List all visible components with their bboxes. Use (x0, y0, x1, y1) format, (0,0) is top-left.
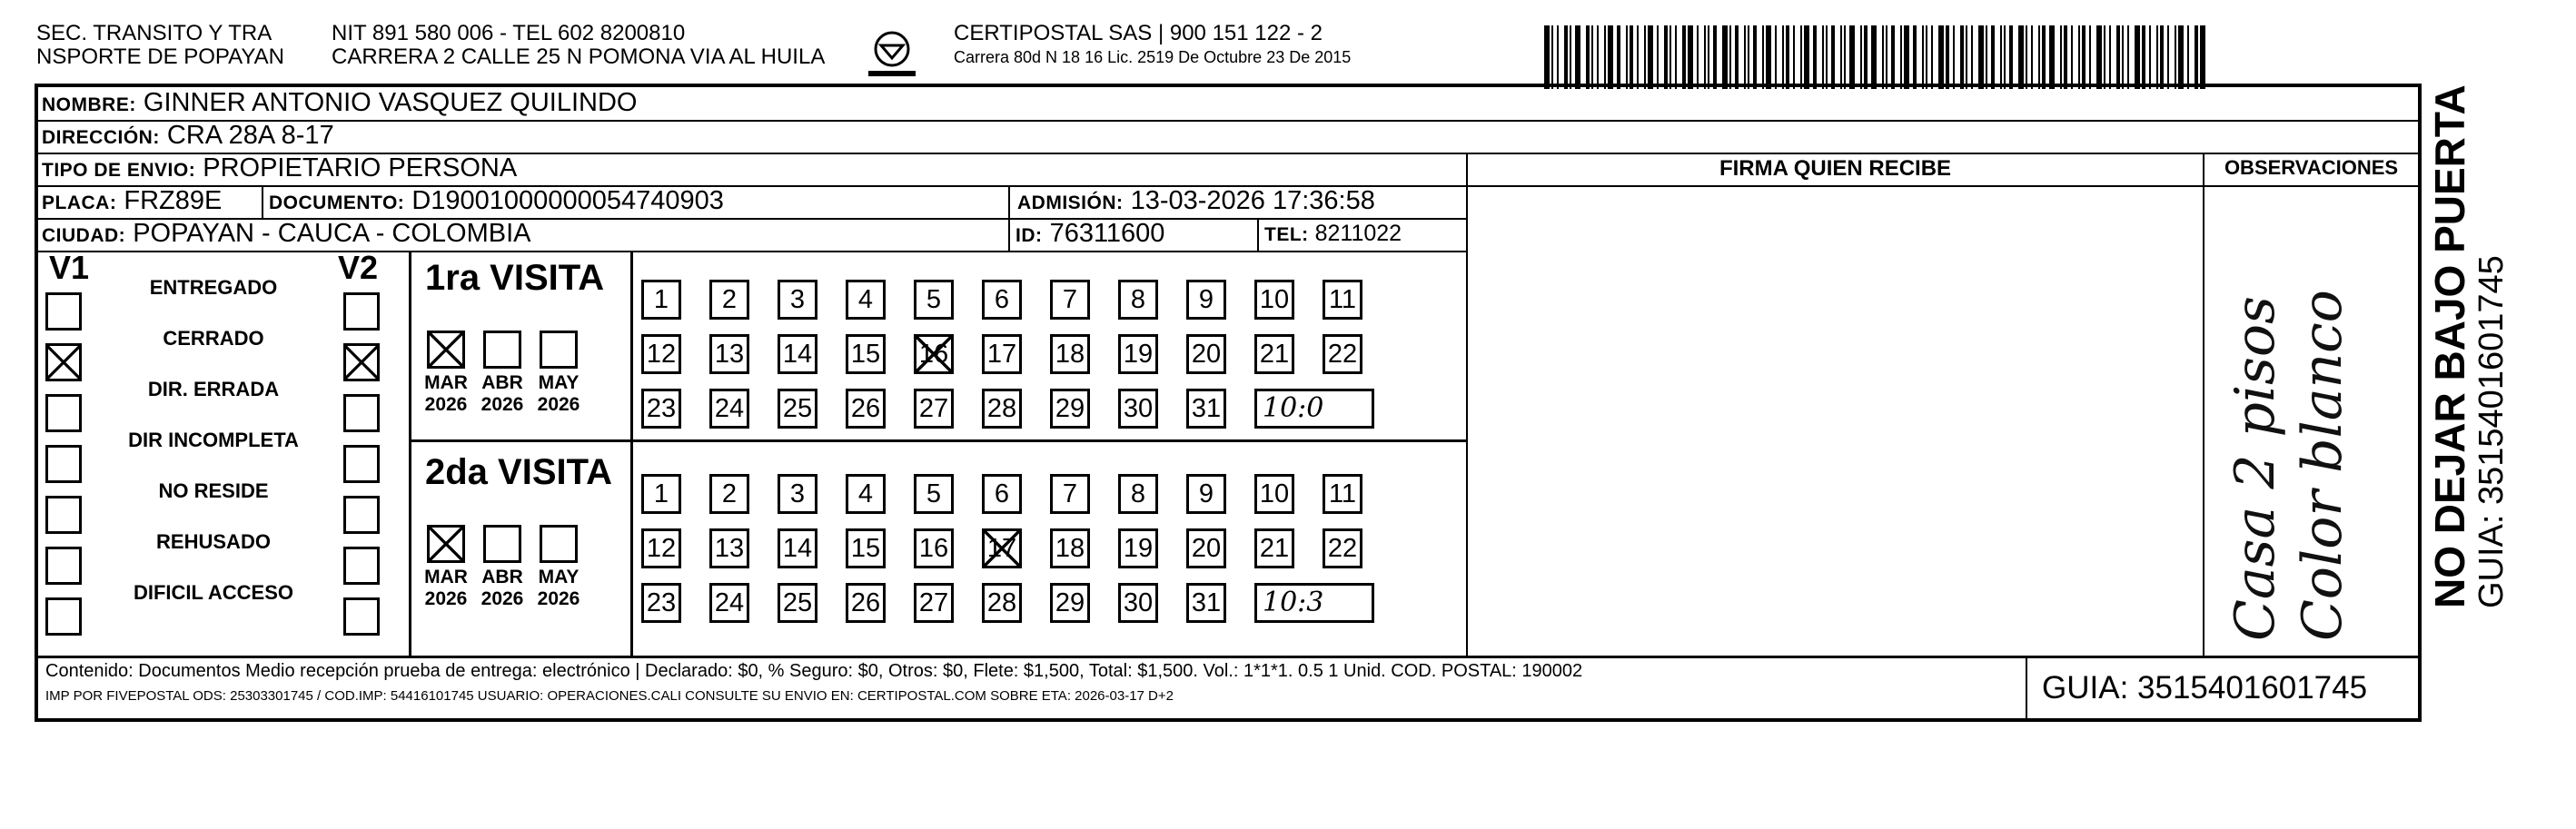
barcode-bar (2135, 25, 2140, 89)
id-value: 76311600 (1049, 219, 1165, 248)
month-name: MAY (538, 567, 580, 587)
tipo-envio-value: PROPIETARIO PERSONA (203, 153, 518, 183)
id-cell (1016, 218, 1164, 252)
month-year: 2026 (424, 394, 468, 415)
visit-2-day-28: 28 (982, 583, 1022, 623)
admision-value: 13-03-2026 17:36:58 (1130, 186, 1375, 215)
barcode-bar (1762, 25, 1764, 89)
v1-checkbox-2 (45, 343, 82, 381)
visit-1-day-29: 29 (1050, 389, 1090, 429)
barcode-bar (1551, 25, 1553, 89)
barcode-bar (2187, 25, 2189, 89)
visit-2-day-6: 6 (982, 474, 1022, 514)
barcode-bar (2142, 25, 2145, 89)
month-year: 2026 (424, 588, 468, 609)
barcode-bar (2000, 25, 2002, 89)
side-label (2427, 84, 2511, 608)
visit-2-day-15: 15 (846, 528, 886, 568)
tel-label: TEL: (1264, 224, 1309, 245)
visit-2-day-2: 2 (709, 474, 749, 514)
barcode-bar (1946, 25, 1949, 89)
visit-1-day-14: 14 (778, 334, 817, 374)
firma-column-title: FIRMA QUIEN RECIBE (1719, 156, 1952, 181)
visit-1-day-8: 8 (1118, 280, 1158, 320)
barcode-bar (2127, 25, 2129, 89)
barcode-bar (1793, 25, 1795, 89)
month-year: 2026 (537, 588, 580, 609)
v2-checkbox-1 (343, 292, 380, 331)
visit-1-day-25: 25 (778, 389, 817, 429)
visit-2-day-5: 5 (914, 474, 954, 514)
barcode-bar (1860, 25, 1862, 89)
barcode-bar (2089, 25, 2091, 89)
guia-number: GUIA: 3515401601745 (2042, 670, 2368, 706)
visit-1-day-27: 27 (914, 389, 954, 429)
visit-2-time-box: 10:3 (1254, 583, 1374, 623)
visit-1-day-5: 5 (914, 280, 954, 320)
barcode-bar (1978, 25, 1984, 89)
v2-checkbox-4 (343, 445, 380, 483)
sender-line-2: NSPORTE DE POPAYAN (36, 44, 284, 69)
barcode-bar (1831, 25, 1835, 89)
visit-1-day-18: 18 (1050, 334, 1090, 374)
status-option-label: NO RESIDE (158, 479, 269, 502)
visit-1-day-31: 31 (1186, 389, 1226, 429)
visit-2-day-12: 12 (641, 528, 681, 568)
barcode-bar (1971, 25, 1973, 89)
barcode-bar (1891, 25, 1895, 89)
barcode-bar (2195, 25, 2198, 89)
barcode-bar (1766, 25, 1771, 89)
no-dejar-bajo-puerta: NO DEJAR BAJO PUERTA (2426, 84, 2473, 608)
footer-contenido: Contenido: Documentos Medio recepción prueba de entrega: electrónico | Declarado: $0, % Seguro: $0, Otros: $0, Flete: $1,500, Total: $1,500. Vol.: 1*1*1. 0.5 1 Unid. COD. POSTAL: 190002 (45, 661, 1583, 681)
v1-checkbox-1 (45, 292, 82, 331)
barcode-bar (2060, 25, 2062, 89)
month-name: ABR (481, 567, 523, 587)
nombre-value: GINNER ANTONIO VASQUEZ QUILINDO (143, 88, 638, 117)
visit-2-day-26: 26 (846, 583, 886, 623)
documento-label: DOCUMENTO: (269, 192, 405, 213)
barcode-bar (2042, 25, 2046, 89)
month-name: MAY (538, 372, 580, 393)
visit-2-day-23: 23 (641, 583, 681, 623)
barcode-bar (2064, 25, 2067, 89)
tel-cell (1264, 218, 1402, 251)
barcode-bar (1931, 25, 1933, 89)
barcode-bar (1826, 25, 1828, 89)
barcode-bar (1744, 25, 1746, 89)
placa-cell (42, 185, 222, 219)
barcode-bar (1713, 25, 1717, 89)
barcode-bar (1630, 25, 1633, 89)
visit-1-day-26: 26 (846, 389, 886, 429)
status-option-label: DIFICIL ACCESO (133, 581, 293, 604)
month-year: 2026 (481, 588, 524, 609)
barcode-bar (1570, 25, 1571, 89)
barcode-bar (1722, 25, 1728, 89)
v2-checkbox-3 (343, 394, 380, 432)
direccion-row (42, 120, 334, 153)
barcode-bar (1575, 25, 1580, 89)
status-option-label: REHUSADO (156, 530, 271, 553)
month-name: ABR (481, 372, 523, 393)
visit-2-month-box-3 (540, 525, 578, 563)
visit-1-day-28: 28 (982, 389, 1022, 429)
visit-1-day-20: 20 (1186, 334, 1226, 374)
visit-2-day-30: 30 (1118, 583, 1158, 623)
v1-checkbox-3 (45, 394, 82, 432)
barcode-bar (1991, 25, 1995, 89)
visit-2-day-31: 31 (1186, 583, 1226, 623)
barcode-bar (2078, 25, 2080, 89)
barcode-bar (1871, 25, 1877, 89)
barcode-bar (1900, 25, 1902, 89)
month-year: 2026 (537, 394, 580, 415)
visit-1-month-label (531, 372, 586, 416)
contact-line-2: CARRERA 2 CALLE 25 N POMONA VIA AL HUILA (332, 44, 826, 69)
barcode-bar (1704, 25, 1706, 89)
barcode-bar (2071, 25, 2073, 89)
header (36, 16, 2561, 80)
documento-value: D19001000000054740903 (411, 186, 724, 215)
ciudad-value: POPAYAN - CAUCA - COLOMBIA (133, 219, 531, 248)
visit-2-day-25: 25 (778, 583, 817, 623)
visit-2-day-10: 10 (1254, 474, 1294, 514)
barcode-bar (1748, 25, 1749, 89)
barcode-bar (2018, 25, 2024, 89)
visit-1-day-16: 16 (914, 334, 954, 374)
visit-2-day-1: 1 (641, 474, 681, 514)
ciudad-cell (42, 218, 531, 252)
barcode-bar (1938, 25, 1944, 89)
barcode-bar (1644, 25, 1646, 89)
direccion-label: DIRECCIÓN: (42, 127, 160, 148)
visit-2-month-label (531, 567, 586, 610)
barcode-bar (2031, 25, 2033, 89)
barcode-bar (1626, 25, 1628, 89)
observacion-handwriting-2: Color blanco (2291, 290, 2354, 641)
barcode-bar (1804, 25, 1809, 89)
placa-value: FRZ89E (124, 186, 223, 215)
visit-1-month-label (419, 372, 473, 416)
barcode-bar (2122, 25, 2124, 89)
v1-checkbox-7 (45, 597, 82, 636)
v1-checkbox-6 (45, 547, 82, 585)
barcode-bar (1608, 25, 1613, 89)
documento-cell (269, 185, 724, 219)
month-name: MAR (424, 372, 468, 393)
carrier-line-2: Carrera 80d N 18 16 Lic. 2519 De Octubre 23 De 2015 (954, 48, 1352, 66)
barcode-bar (1966, 25, 1967, 89)
barcode-bar (1922, 25, 1924, 89)
month-name: MAR (424, 567, 468, 587)
visit-1-month-label (475, 372, 530, 416)
barcode-bar (1648, 25, 1653, 89)
barcode-bar (2149, 25, 2151, 89)
barcode-bar (2038, 25, 2040, 89)
barcode-bar (1708, 25, 1709, 89)
barcode-bar (2009, 25, 2013, 89)
v2-checkbox-7 (343, 597, 380, 636)
barcode-bar (2109, 25, 2111, 89)
observacion-handwriting-1: Casa 2 pisos (2224, 296, 2287, 641)
status-option-label: ENTREGADO (149, 276, 278, 299)
barcode-bar (1775, 25, 1777, 89)
x-mark-icon (426, 524, 466, 564)
visit-1-day-24: 24 (709, 389, 749, 429)
visit-2-day-22: 22 (1323, 528, 1362, 568)
x-mark-icon (45, 342, 83, 382)
barcode-bar (1882, 25, 1884, 89)
barcode-bar (1591, 25, 1593, 89)
visit-1-title: 1ra VISITA (425, 258, 605, 298)
barcode-bar (1849, 25, 1855, 89)
visit-2-day-17: 17 (982, 528, 1022, 568)
visit-2-day-13: 13 (709, 528, 749, 568)
x-mark-icon (426, 330, 466, 370)
side-guia: GUIA: 3515401601745 (2472, 255, 2511, 608)
status-option-label: CERRADO (163, 327, 264, 350)
barcode-bar (1557, 25, 1559, 89)
v2-checkbox-5 (343, 496, 380, 534)
visit-1-month-box-3 (540, 331, 578, 369)
v2-header: V2 (338, 249, 379, 286)
barcode-bar (1926, 25, 1927, 89)
barcode-bar (1844, 25, 1846, 89)
barcode-bar (1688, 25, 1693, 89)
visit-2-day-21: 21 (1254, 528, 1294, 568)
status-option-label: DIR. ERRADA (147, 378, 280, 400)
visit-1-day-3: 3 (778, 280, 817, 320)
barcode-bar (2104, 25, 2105, 89)
barcode-bar (2116, 25, 2120, 89)
visit-1-day-22: 22 (1323, 334, 1362, 374)
visit-2-day-14: 14 (778, 528, 817, 568)
barcode-bar (1904, 25, 1909, 89)
visit-2-day-20: 20 (1186, 528, 1226, 568)
v1-header: V1 (49, 249, 90, 286)
barcode (1544, 25, 2216, 89)
x-mark-icon (981, 528, 1023, 569)
barcode-bar (1637, 25, 1639, 89)
barcode-bar (2049, 25, 2055, 89)
barcode-bar (1822, 25, 1824, 89)
barcode-bar (1657, 25, 1659, 89)
barcode-bar (2096, 25, 2102, 89)
visit-1-day-6: 6 (982, 280, 1022, 320)
admision-label: ADMISIÓN: (1017, 192, 1124, 213)
barcode-bar (1953, 25, 1955, 89)
visit-2-day-18: 18 (1050, 528, 1090, 568)
barcode-bar (2026, 25, 2027, 89)
delivery-form (35, 84, 2422, 722)
visit-2-day-4: 4 (846, 474, 886, 514)
visit-2-day-27: 27 (914, 583, 954, 623)
v2-checkbox-2 (343, 343, 380, 381)
barcode-bar (1782, 25, 1784, 89)
barcode-bar (2175, 25, 2176, 89)
v1-checkbox-5 (45, 496, 82, 534)
nombre-row (42, 87, 637, 121)
visit-1-day-21: 21 (1254, 334, 1294, 374)
visit-1-day-13: 13 (709, 334, 749, 374)
visit-2-day-8: 8 (1118, 474, 1158, 514)
tipo-envio-label: TIPO DE ENVIO: (42, 160, 196, 181)
visit-2-month-label (475, 567, 530, 610)
barcode-bar (1840, 25, 1842, 89)
visit-1-day-17: 17 (982, 334, 1022, 374)
status-option-label: DIR INCOMPLETA (128, 429, 299, 451)
x-mark-icon (913, 333, 955, 375)
visit-1-day-23: 23 (641, 389, 681, 429)
sender-block (36, 22, 284, 69)
visit-1-time-box: 10:0 (1254, 389, 1374, 429)
visit-1-day-12: 12 (641, 334, 681, 374)
barcode-bar (1886, 25, 1887, 89)
visit-2-day-19: 19 (1118, 528, 1158, 568)
direccion-value: CRA 28A 8-17 (166, 121, 334, 150)
x-mark-icon (342, 342, 381, 382)
visit-2-day-29: 29 (1050, 583, 1090, 623)
barcode-bar (1864, 25, 1868, 89)
carrier-block (954, 22, 1351, 69)
admision-cell (1017, 185, 1375, 219)
barcode-bar (2178, 25, 2184, 89)
visit-1-day-15: 15 (846, 334, 886, 374)
id-label: ID: (1016, 225, 1043, 246)
visit-2-day-7: 7 (1050, 474, 1090, 514)
barcode-bar (1664, 25, 1668, 89)
month-year: 2026 (481, 394, 524, 415)
barcode-bar (1669, 25, 1671, 89)
tel-value: 8211022 (1314, 221, 1402, 246)
sender-line-1: SEC. TRANSITO Y TRA (36, 21, 272, 45)
v2-checkbox-6 (343, 547, 380, 585)
nombre-label: NOMBRE: (42, 94, 136, 115)
barcode-bar (1586, 25, 1590, 89)
ciudad-label: CIUDAD: (42, 225, 126, 246)
visit-2-month-label (419, 567, 473, 610)
visit-1-day-11: 11 (1323, 280, 1362, 320)
visit-2-day-16: 16 (914, 528, 954, 568)
barcode-bar (1735, 25, 1739, 89)
barcode-bar (2004, 25, 2006, 89)
visit-2-month-box-1 (427, 525, 465, 563)
footer-imp: IMP POR FIVEPOSTAL ODS: 25303301745 / COD.IMP: 54416101745 USUARIO: OPERACIONES.CALI CONSULTE SU ENVIO EN: CERTIPOSTAL.COM SOBRE ETA: 2026-03-17 D+2 (45, 688, 1174, 704)
visit-2-title: 2da VISITA (425, 452, 612, 492)
visit-1-day-2: 2 (709, 280, 749, 320)
contact-line-1: NIT 891 580 006 - TEL 602 8200810 (332, 21, 686, 45)
visit-1-day-10: 10 (1254, 280, 1294, 320)
barcode-bar (1729, 25, 1731, 89)
barcode-bar (1604, 25, 1606, 89)
barcode-bar (1786, 25, 1789, 89)
barcode-bar (1675, 25, 1677, 89)
barcode-bar (2082, 25, 2086, 89)
visit-1-day-30: 30 (1118, 389, 1158, 429)
barcode-bar (1960, 25, 1964, 89)
barcode-bar (1682, 25, 1686, 89)
observaciones-column-title: OBSERVACIONES (2224, 156, 2399, 179)
barcode-bar (1986, 25, 1987, 89)
barcode-bar (2156, 25, 2158, 89)
visit-2-day-24: 24 (709, 583, 749, 623)
certipostal-logo-icon (863, 27, 921, 84)
barcode-bar (1800, 25, 1802, 89)
visit-1-day-1: 1 (641, 280, 681, 320)
barcode-bar (1913, 25, 1917, 89)
visit-2-day-3: 3 (778, 474, 817, 514)
carrier-line-1: CERTIPOSTAL SAS | 900 151 122 - 2 (954, 21, 1323, 45)
contact-block (332, 22, 825, 69)
barcode-bar (1617, 25, 1620, 89)
barcode-bar (2167, 25, 2169, 89)
visit-1-day-9: 9 (1186, 280, 1226, 320)
barcode-bar (1813, 25, 1817, 89)
visit-1-month-box-2 (483, 331, 521, 369)
visit-1-day-19: 19 (1118, 334, 1158, 374)
visit-1-day-7: 7 (1050, 280, 1090, 320)
barcode-bar (1697, 25, 1699, 89)
visit-2-day-11: 11 (1323, 474, 1362, 514)
barcode-bar (1564, 25, 1568, 89)
visit-2-month-box-2 (483, 525, 521, 563)
barcode-bar (2200, 25, 2205, 89)
placa-label: PLACA: (42, 192, 117, 213)
barcode-bar (1753, 25, 1757, 89)
visit-1-month-box-1 (427, 331, 465, 369)
barcode-bar (2160, 25, 2164, 89)
v1-checkbox-4 (45, 445, 82, 483)
barcode-bar (1597, 25, 1599, 89)
tipo-envio-row (42, 153, 517, 186)
visit-1-day-4: 4 (846, 280, 886, 320)
visit-2-day-9: 9 (1186, 474, 1226, 514)
barcode-bar (1544, 25, 1550, 89)
